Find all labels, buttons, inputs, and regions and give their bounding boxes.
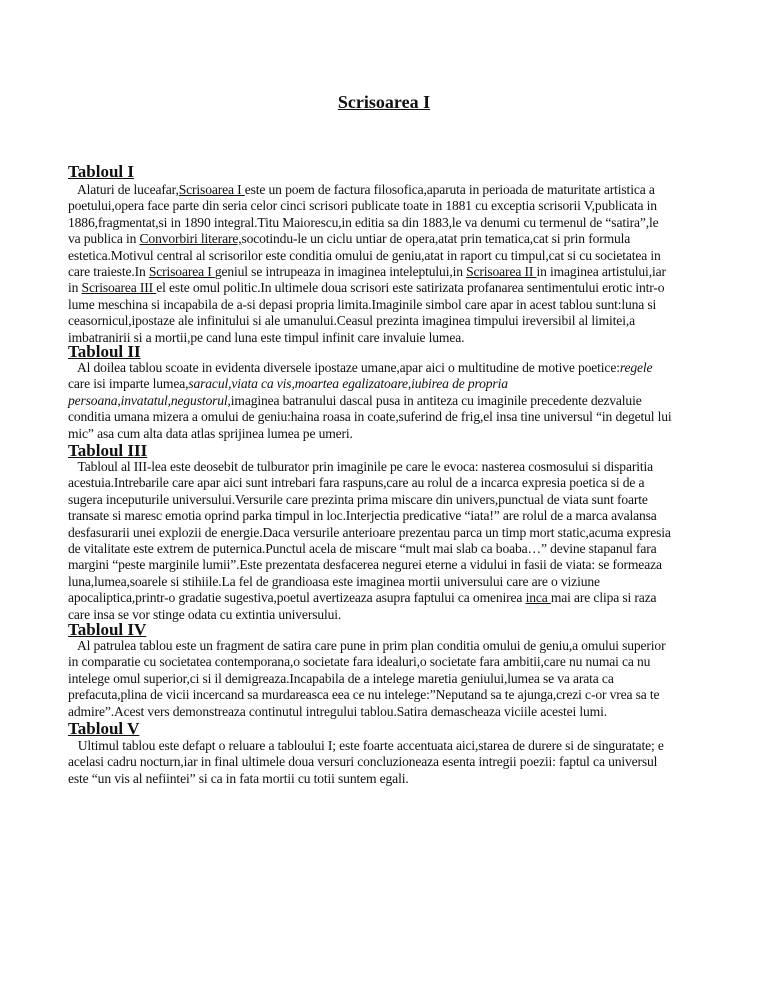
text-line xyxy=(68,297,700,313)
section-heading-5: Tabloul V xyxy=(68,719,140,738)
text-line xyxy=(68,376,700,392)
text-run: in xyxy=(68,280,82,296)
text-run: transate si maresc emotia oprind parka timpul in loc.Interjectia predicative “iata!” are rolul de a marca avalansa xyxy=(68,508,657,524)
text-run: estetica.Motivul central al scrisorilor este conditia omului de geniu,atat in raport cu timpul,cat si cu societatea in xyxy=(68,247,661,263)
text-line xyxy=(68,738,700,754)
section-heading-1: Tabloul I xyxy=(68,162,134,181)
text-run: Tabloul al III-lea este deosebit de tulburator prin imaginile pe care le evoca: nasterea cosmosului si disparitia xyxy=(68,459,653,474)
section-heading-3: Tabloul III xyxy=(68,441,148,460)
text-line xyxy=(68,704,700,720)
text-line xyxy=(68,590,700,606)
italic-text: persoana,invatatul,negustorul, xyxy=(68,392,231,408)
text-line xyxy=(68,671,700,687)
section-body-5 xyxy=(68,738,700,787)
underlined-reference: inca xyxy=(525,590,551,606)
text-line xyxy=(68,215,700,231)
text-run: intelege omul superior,ci si il demigreaza.Incapabila de a intelege maretia geniului,lumea se va arata ca xyxy=(68,670,614,686)
text-run: acelasi cadru nocturn,iar in final ultimele doua versuri concluzioneaza esenta intregii poezii: faptul ca universul xyxy=(68,754,658,770)
text-run: care traieste.In xyxy=(68,264,149,280)
text-run: luna,lumea,soarele si stihiile.La fel de grandioasa este imaginea mortii universului care are o viziune xyxy=(68,573,600,589)
section-heading-2: Tabloul II xyxy=(68,342,141,361)
text-run: geniul se intrupeaza in imaginea inteleptului,in xyxy=(214,264,467,280)
text-line xyxy=(68,182,700,198)
text-run: poetului,opera face parte din seria celor cinci scrisori publicate toate in 1881 cu exceptia scrisorii V,publicata in xyxy=(68,198,657,214)
underlined-reference: Scrisoarea III xyxy=(81,280,157,296)
italic-text: saracul,viata ca vis,moartea egalizatoare,iubirea de propria xyxy=(188,376,508,392)
text-run: margini “peste marginile lumii”.Este prezentata desfacerea negurei eterne a vidului in fasii de viata: se formeaza xyxy=(68,557,662,573)
text-run: in imaginea artistului,iar xyxy=(536,264,666,280)
text-run: apocaliptica,printr-o gradatie sugestiva,poetul avertizeaza asupra faptului ca omenirea xyxy=(68,590,526,606)
text-run: admire”.Acest vers demonstreaza continutul intregului tablou.Satira demascheaza viciile acestei lumi. xyxy=(68,703,607,719)
italic-text: regele xyxy=(619,360,653,375)
text-line xyxy=(68,654,700,670)
text-run: acestuia.Intrebarile care apar aici sunt intrebari fara raspuns,care au rolul de a incarca expresia poetica si de a xyxy=(68,475,645,491)
text-line xyxy=(68,409,700,425)
text-run: el este omul politic.In ultimele doua scrisori este satirizata profanarea sentimentului erotic intr-o xyxy=(156,280,665,296)
text-run: care insa se vor stinge odata cu extintia universului. xyxy=(68,606,342,622)
underlined-reference: Scrisoarea I xyxy=(178,182,245,197)
section-body-1 xyxy=(68,182,700,346)
text-line xyxy=(68,280,700,296)
text-line xyxy=(68,330,700,346)
underlined-reference: Scrisoarea I xyxy=(148,264,215,280)
text-line xyxy=(68,525,700,541)
text-line xyxy=(68,754,700,770)
text-run: desfasurarii unei explozii de energie.Daca versurile anterioare prezentau parca un timp mort static,acuma expresia xyxy=(68,524,671,540)
text-line xyxy=(68,248,700,264)
text-line xyxy=(68,475,700,491)
text-run: de vitalitate este extrem de puternica.Punctul acela de miscare “mult mai slab ca boaba…” devine stapanul fara xyxy=(68,541,657,557)
text-run: in comparatie cu societatea contemporana,o societate fara idealuri,o societate fara ambitii,care nu numai ca nu xyxy=(68,654,651,670)
text-line xyxy=(68,231,700,247)
text-run: este “un vis al nefiintei” si ca in fata mortii cu totii suntem egali. xyxy=(68,770,409,786)
document-title: Scrisoarea I xyxy=(337,92,431,112)
text-run: sugera inceputurile universului.Versurile care prezinta prima miscare din univers,punctual de viata sunt foarte xyxy=(68,491,648,507)
underlined-reference: Scrisoarea II xyxy=(466,264,537,280)
text-run: Alaturi de luceafar, xyxy=(68,182,179,197)
text-line xyxy=(68,687,700,703)
text-line xyxy=(68,459,700,475)
text-run: 1886,fragmentat,si in 1890 integral.Titu Maiorescu,in editia sa din 1883,le va denumi cu termenul de “satira”,le xyxy=(68,214,659,230)
text-run: lume meschina si incapabila de a-si depasi propria limita.Imaginile simbol care apar in acest tablou sunt:luna si xyxy=(68,296,657,312)
text-run: imaginea batranului dascal pusa in antiteza cu imaginile precedente dezvaluie xyxy=(230,392,642,408)
text-run: mai are clipa si raza xyxy=(550,590,657,606)
text-run: Al doilea tablou scoate in evidenta diversele ipostaze umane,apar aici o multitudine de motive poetice: xyxy=(68,360,620,375)
text-line xyxy=(68,508,700,524)
text-line xyxy=(68,574,700,590)
text-run: socotindu-le un ciclu untiar de opera,atat prin tematica,cat si prin formula xyxy=(241,231,631,247)
text-run: va publica in xyxy=(68,231,140,247)
section-body-4 xyxy=(68,638,700,720)
text-line xyxy=(68,638,700,654)
text-run: conditia umana mizera a omului de geniu:haina roasa in coate,suferind de frig,el insa tine universul “in degetul lui xyxy=(68,409,672,425)
text-run: imbatranirii si a mortii,pe cand luna este timpul infinit care invaluie lumea. xyxy=(68,329,465,345)
text-run: prefacuta,plina de vicii incercand sa murdareasca eea ce nu intelege:”Neputand sa te ajunga,crezi c-or vrea sa te xyxy=(68,687,660,703)
section-body-2 xyxy=(68,360,700,442)
text-line xyxy=(68,607,700,623)
text-run: Ultimul tablou este defapt o reluare a tabloului I; este foarte accentuata aici,starea de durere si de singuratate; e xyxy=(68,738,664,753)
text-line xyxy=(68,360,700,376)
text-line xyxy=(68,492,700,508)
text-run: care isi imparte lumea, xyxy=(68,376,189,392)
text-line xyxy=(68,313,700,329)
section-body-3 xyxy=(68,459,700,623)
section-heading-4: Tabloul IV xyxy=(68,620,147,639)
text-line xyxy=(68,557,700,573)
text-line xyxy=(68,264,700,280)
text-line xyxy=(68,541,700,557)
text-line xyxy=(68,426,700,442)
text-line xyxy=(68,198,700,214)
text-run: ceasornicul,ipostaze ale infinitului si ale umanului.Ceasul prezinta imaginea timpului ireversibil al limitei,a xyxy=(68,313,635,329)
text-line xyxy=(68,771,700,787)
underlined-reference: Convorbiri literare, xyxy=(139,231,242,247)
text-line xyxy=(68,393,700,409)
text-run: este un poem de factura filosofica,aparuta in perioada de maturitate artistica a xyxy=(244,182,655,197)
text-run: mic” asa cum alta data atlas sprijinea lumea pe umeri. xyxy=(68,425,353,441)
text-run: Al patrulea tablou este un fragment de satira care pune in prim plan conditia omului de geniu,a omului superior xyxy=(68,638,666,653)
